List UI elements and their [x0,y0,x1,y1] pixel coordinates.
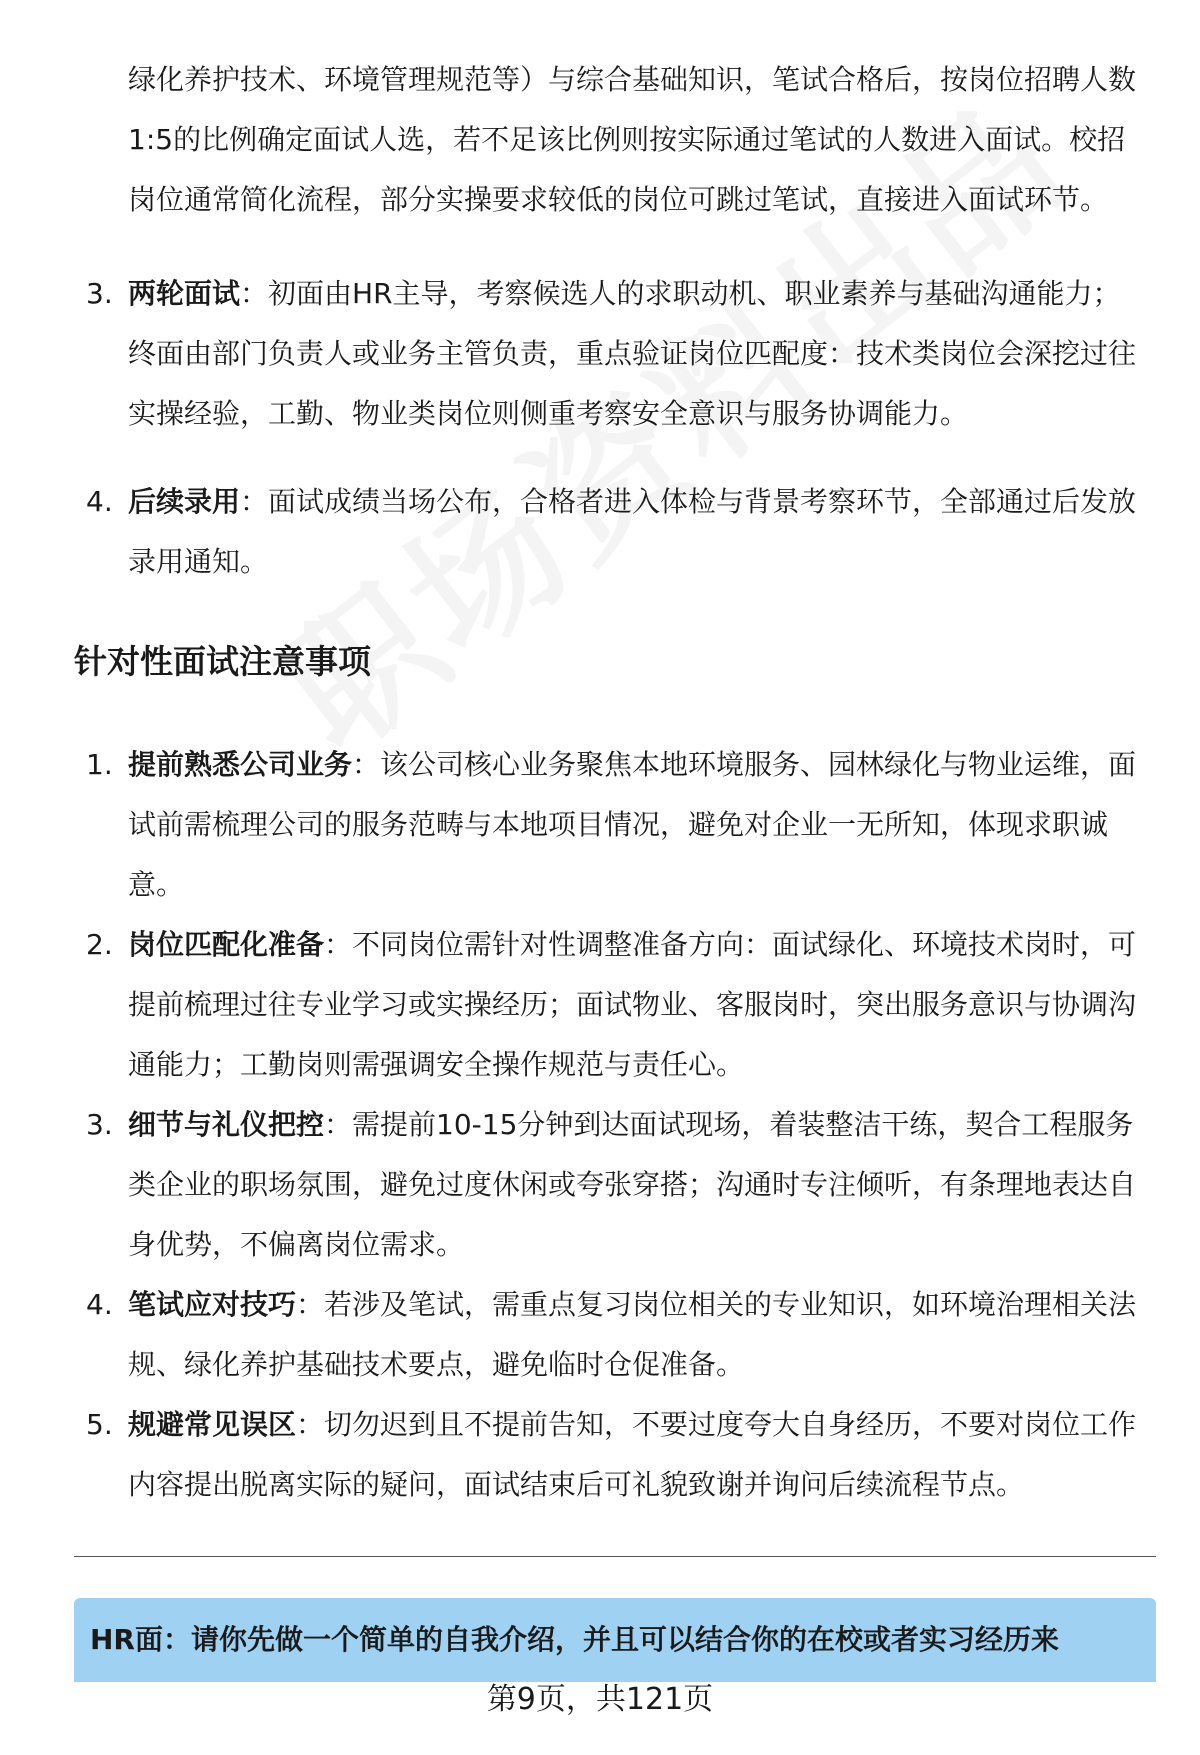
list-item [86,735,1148,915]
list-number: 4. [86,485,113,518]
list-number: 5. [86,1408,113,1441]
list-item-text: ：切勿迟到且不提前告知，不要过度夸大自身经历，不要对岗位工作内容提出脱离实际的疑问，面试结束后可礼貌致谢并询问后续流程节点。 [128,1408,1137,1501]
list-item-text: ：面试成绩当场公布，合格者进入体检与背景考察环节，全部通过后发放录用通知。 [128,485,1137,578]
list-item-body [128,1395,1148,1515]
list-item-text: ：该公司核心业务聚焦本地环境服务、园林绿化与物业运维，面试前需梳理公司的服务范畴与本地项目情况，避免对企业一无所知，体现求职诚意。 [128,748,1137,901]
list-item [86,915,1148,1095]
intro-continuation-paragraph: 绿化养护技术、环境管理规范等）与综合基础知识，笔试合格后，按岗位招聘人数1:5的比例确定面试人选，若不足该比例则按实际通过笔试的人数进入面试。校招岗位通常简化流程，部分实操要求较低的岗位可跳过笔试，直接进入面试环节。 [128,63,1137,216]
list-item-term: 提前熟悉公司业务 [128,748,353,781]
list-item-body [128,1275,1148,1395]
list-item-text: ：初面由HR主导，考察候选人的求职动机、职业素养与基础沟通能力；终面由部门负责人或业务主管负责，重点验证岗位匹配度：技术类岗位会深挖过往实操经验，工勤、物业类岗位则侧重考察安全意识与服务协调能力。 [128,277,1137,430]
list-item-term: 岗位匹配化准备 [128,928,325,961]
list-number: 3. [86,1108,113,1141]
list-number: 1. [86,748,113,781]
list-item-body [128,915,1148,1095]
list-item-term: 规避常见误区 [128,1408,297,1441]
list-item [86,472,1148,592]
list-number: 3. [86,277,113,310]
section-title: 针对性面试注意事项 [74,642,371,681]
list-item-body [128,264,1148,444]
list-item-text: ：不同岗位需针对性调整准备方向：面试绿化、环境技术岗时，可提前梳理过往专业学习或实操经历；面试物业、客服岗时，突出服务意识与协调沟通能力；工勤岗则需强调安全操作规范与责任心。 [128,928,1137,1081]
list-number: 2. [86,928,113,961]
list-item-body [128,472,1148,592]
list-item-body [128,1095,1148,1275]
interview-question-box: HR面：请你先做一个简单的自我介绍，并且可以结合你的在校或者实习经历来 [74,1598,1156,1682]
list-item-term: 笔试应对技巧 [128,1288,297,1321]
list-item-body [128,735,1148,915]
list-number: 4. [86,1288,113,1321]
list-item-term: 细节与礼仪把控 [128,1108,325,1141]
list-item-text: ：需提前10-15分钟到达面试现场，着装整洁干练，契合工程服务类企业的职场氛围，避免过度休闲或夸张穿搭；沟通时专注倾听，有条理地表达自身优势，不偏离岗位需求。 [128,1108,1137,1261]
list-item [86,264,1148,444]
list-item-term: 两轮面试 [128,277,241,310]
list-item-term: 后续录用 [128,485,241,518]
list-item [86,1275,1148,1395]
page-number-footer: 第9页，共121页 [486,1682,714,1717]
list-item-text: ：若涉及笔试，需重点复习岗位相关的专业知识，如环境治理相关法规、绿化养护基础技术要点，避免临时仓促准备。 [128,1288,1137,1381]
list-item [86,1095,1148,1275]
section-divider [74,1556,1156,1557]
list-item [86,1395,1148,1515]
